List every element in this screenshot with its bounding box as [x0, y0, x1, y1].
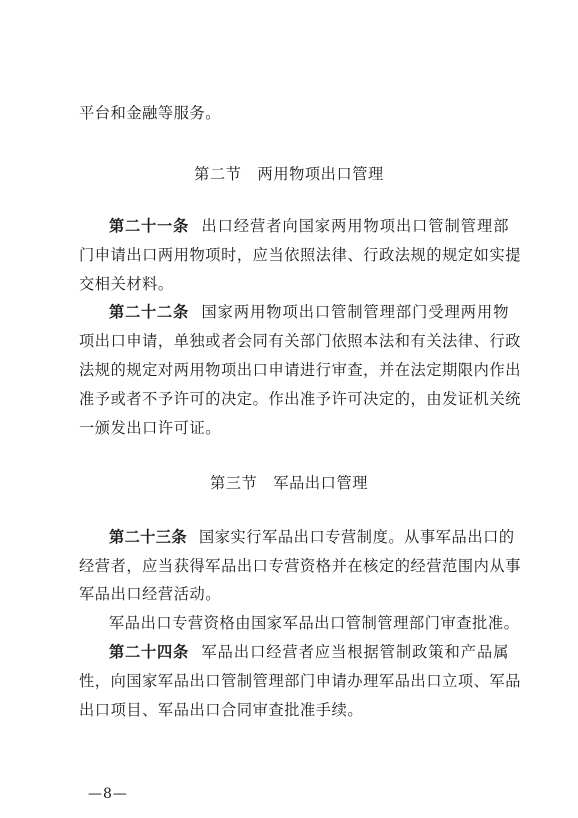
article-text: 出口经营者向国家两用物项出口管制管理部 — [201, 217, 510, 235]
page-number: —8— — [88, 786, 128, 802]
section-heading — [0, 473, 578, 493]
article-first-line — [109, 527, 515, 547]
section-title: 军品出口管理 — [273, 474, 369, 492]
section-number: 第二节 — [194, 165, 242, 183]
section-number: 第三节 — [209, 474, 258, 492]
article-label: 第二十二条 — [109, 303, 190, 321]
article-text: 军品出口经营者应当根据管制政策和产品属 — [201, 643, 510, 661]
article-label: 第二十四条 — [109, 643, 190, 661]
section-title: 两用物项出口管理 — [257, 165, 384, 183]
text-line: 军品出口专营资格由国家军品出口管制管理部门审查批准。 — [109, 614, 520, 632]
text-line: 军品出口经营活动。 — [79, 585, 222, 603]
article-text: 国家两用物项出口管制管理部门受理两用物 — [201, 303, 510, 321]
article-text: 国家实行军品出口专营制度。从事军品出口的 — [198, 528, 515, 546]
text-line: 一颁发出口许可证。 — [79, 419, 222, 437]
article-first-line — [109, 302, 509, 322]
text-line: 交相关材料。 — [79, 275, 174, 293]
text-line: 准予或者不予许可的决定。作出准予许可决定的，由发证机关统 — [79, 390, 522, 408]
text-line: 经营者，应当获得军品出口专营资格并在核定的经营范围内从事 — [79, 557, 522, 575]
text-line: 平台和金融等服务。 — [79, 104, 222, 122]
article-label: 第二十三条 — [109, 528, 187, 546]
article-first-line — [109, 216, 509, 236]
text-line: 法规的规定对两用物项出口申请进行审查，并在法定期限内作出 — [79, 361, 522, 379]
article-label: 第二十一条 — [109, 217, 190, 235]
text-line: 项出口申请，单独或者会同有关部门依照本法和有关法律、行政 — [79, 332, 522, 350]
text-line: 性，向国家军品出口管制管理部门申请办理军品出口立项、军品 — [79, 672, 522, 690]
text-line: 出口项目、军品出口合同审查批准手续。 — [79, 701, 364, 719]
article-first-line — [109, 642, 509, 662]
section-heading — [0, 164, 578, 184]
text-line: 门申请出口两用物项时，应当依照法律、行政法规的规定如实提 — [79, 246, 522, 264]
